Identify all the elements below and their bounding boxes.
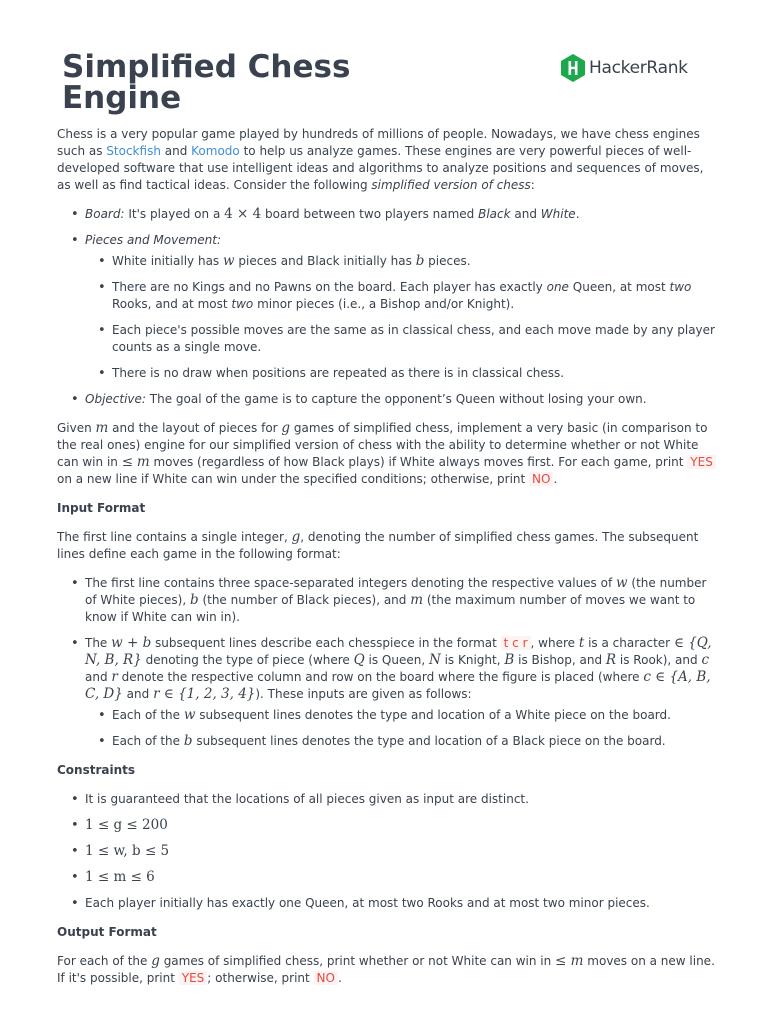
rule-text: pieces and Black initially has <box>234 254 416 268</box>
list-item: • 1 ≤ g ≤ 200 <box>85 817 717 834</box>
intro-text: Chess is a very popular game played by hundreds of millions of people. Nowadays, we have chess engines such as <box>57 127 700 158</box>
constraints-list <box>57 791 717 912</box>
task-text: . <box>553 472 558 486</box>
math: m <box>95 420 109 436</box>
list-item: • There is no draw when positions are repeated as there is in classical chess. <box>112 365 717 382</box>
input-text: The first line contains three space-separated integers denoting the respective values of <box>85 576 617 590</box>
math: w + b <box>111 635 152 651</box>
math: m <box>410 592 424 608</box>
code-no: NO <box>314 971 338 985</box>
math: ≤ <box>555 953 571 969</box>
math: ∈ {Q, N, B, R} <box>85 635 712 668</box>
input-format-list <box>57 575 717 750</box>
intro-text: and <box>160 144 192 158</box>
input-text: and <box>85 670 112 684</box>
pieces-sublist <box>85 253 717 382</box>
intro-text: : <box>530 178 535 192</box>
output-format-heading: Output Format <box>57 925 157 939</box>
math: c ∈ {A, B, C, D} <box>85 669 711 702</box>
intro-text: to help us analyze games. These engines are very powerful pieces of well-developed software that use intelligent ideas and algorithms to analyze positions and sequences of moves, as well as find tactical ideas. Consider the following <box>57 144 704 192</box>
input-text: is Bishop, and <box>514 653 606 667</box>
math: w <box>616 575 628 591</box>
input-text: (the number of Black pieces), and <box>198 593 411 607</box>
komodo-link[interactable]: Komodo <box>191 144 240 158</box>
output-text: . <box>337 971 342 985</box>
input-text: ). These inputs are given as follows: <box>255 687 472 701</box>
code-yes: YES <box>687 455 716 469</box>
task-text: games of simplified chess, implement a very basic (in comparison to the real ones) engine for our simplified version of chess with the ability to determine whether or not White can win in <box>57 421 708 469</box>
input-text: subsequent lines denotes the type and location of a Black piece on the board. <box>192 734 666 748</box>
task-paragraph <box>57 420 717 488</box>
math: g <box>281 420 291 436</box>
rule-text: White initially has <box>112 254 223 268</box>
intro-paragraph <box>57 126 717 194</box>
math: b <box>189 592 199 608</box>
math: g <box>291 529 301 545</box>
math: ≤ <box>121 454 134 470</box>
list-item <box>85 575 717 626</box>
title-line-1: Simplified Chess <box>62 49 351 85</box>
output-text: For each of the <box>57 954 152 968</box>
math: r ∈ {1, 2, 3, 4} <box>153 686 256 702</box>
code-yes: YES <box>179 971 208 985</box>
list-item <box>112 253 717 270</box>
list-item: • 1 ≤ w, b ≤ 5 <box>85 843 717 860</box>
list-item <box>112 279 717 313</box>
rule-label: Objective: <box>85 392 146 406</box>
code-no: NO <box>529 472 553 486</box>
list-item: • Each piece's possible moves are the same as in classical chess, and each move made by any player counts as a single move. <box>112 322 717 356</box>
input-text: (the number of White pieces), <box>85 576 707 607</box>
input-text: Each of the <box>112 734 184 748</box>
rule-pieces <box>85 232 717 382</box>
task-text: and the layout of pieces for <box>108 421 282 435</box>
rule-text: minor pieces (i.e., a Bishop and/or Knight). <box>253 297 515 311</box>
math: 4 × 4 <box>224 206 262 222</box>
task-text: Given <box>57 421 96 435</box>
rule-objective <box>85 391 717 408</box>
task-text: moves (regardless of how Black plays) if White always moves first. For each game, print <box>149 455 688 469</box>
math: B <box>504 652 515 668</box>
rule-text: pieces. <box>424 254 471 268</box>
input-text: denote the respective column and row on the board where the figure is placed (where <box>117 670 644 684</box>
input-text: The <box>85 636 112 650</box>
input-text: subsequent lines denotes the type and location of a White piece on the board. <box>195 708 671 722</box>
emphasis: two <box>231 297 254 311</box>
output-text: moves on a new line. If it's possible, print <box>57 954 715 985</box>
math: m <box>570 953 584 969</box>
title-line-2: Engine <box>62 80 182 116</box>
list-item <box>112 733 717 750</box>
rule-text: and <box>510 207 541 221</box>
input-format-paragraph <box>57 529 717 563</box>
piece-lines-sublist <box>85 707 717 750</box>
rule-board <box>85 206 717 223</box>
emphasis: one <box>546 280 569 294</box>
emphasis: two <box>669 280 692 294</box>
input-text: The first line contains a single integer, <box>57 530 292 544</box>
list-item: • It is guaranteed that the locations of all pieces given as input are distinct. <box>85 791 717 808</box>
player-black: Black <box>478 207 511 221</box>
intro-emphasis: simplified version of chess <box>371 178 531 192</box>
rule-label: Board: <box>85 207 125 221</box>
rules-list <box>57 206 717 408</box>
hackerrank-hex-icon <box>560 53 586 83</box>
math: b <box>415 253 425 269</box>
task-text: on a new line if White can win under the specified conditions; otherwise, print <box>57 472 530 486</box>
constraints-heading: Constraints <box>57 763 136 777</box>
input-text: (the maximum number of moves we want to know if White can win in). <box>85 593 696 624</box>
rule-text: There are no Kings and no Pawns on the board. Each player has exactly <box>112 280 547 294</box>
input-text: is Queen, <box>364 653 429 667</box>
input-text: and <box>122 687 154 701</box>
math: c <box>701 652 710 668</box>
rule-label: Pieces and Movement: <box>85 233 221 247</box>
input-text: is Knight, <box>440 653 505 667</box>
list-item <box>85 635 717 750</box>
list-item: • 1 ≤ m ≤ 6 <box>85 869 717 886</box>
math: Q <box>353 652 365 668</box>
problem-statement <box>57 126 717 999</box>
input-text: , denoting the number of simplified chess games. The subsequent lines define each game in the following format: <box>57 530 699 561</box>
list-item <box>112 707 717 724</box>
math: R <box>605 652 617 668</box>
math: m <box>136 454 150 470</box>
input-text: , where <box>530 636 579 650</box>
input-text: Each of the <box>112 708 184 722</box>
input-text: subsequent lines describe each chesspiece in the format <box>151 636 501 650</box>
math: w <box>183 707 196 723</box>
rule-text: It's played on a <box>124 207 225 221</box>
input-format-heading: Input Format <box>57 501 146 515</box>
input-text: denoting the type of piece (where <box>141 653 354 667</box>
page-title <box>62 49 351 116</box>
rule-text: The goal of the game is to capture the opponent’s Queen without losing your own. <box>145 392 647 406</box>
hackerrank-logo[interactable] <box>560 53 688 83</box>
math: N <box>428 652 441 668</box>
math: r <box>111 669 118 685</box>
brand-name: HackerRank <box>589 58 688 78</box>
player-white: White <box>540 207 576 221</box>
rule-text: Rooks, and at most <box>112 297 232 311</box>
input-text: is Rook), and <box>616 653 702 667</box>
code-format: t c r <box>501 636 531 650</box>
output-text: ; otherwise, print <box>207 971 314 985</box>
rule-text: Queen, at most <box>568 280 670 294</box>
math: b <box>183 733 193 749</box>
math: t <box>578 635 585 651</box>
list-item: • Each player initially has exactly one Queen, at most two Rooks and at most two minor pieces. <box>85 895 717 912</box>
math: w <box>222 253 235 269</box>
output-text: games of simplified chess, print whether or not White can win in <box>159 954 556 968</box>
rule-text: board between two players named <box>261 207 479 221</box>
rule-text: . <box>575 207 580 221</box>
math: g <box>151 953 160 969</box>
input-text: is a character <box>584 636 674 650</box>
output-format-paragraph <box>57 953 717 987</box>
stockfish-link[interactable]: Stockfish <box>106 144 161 158</box>
